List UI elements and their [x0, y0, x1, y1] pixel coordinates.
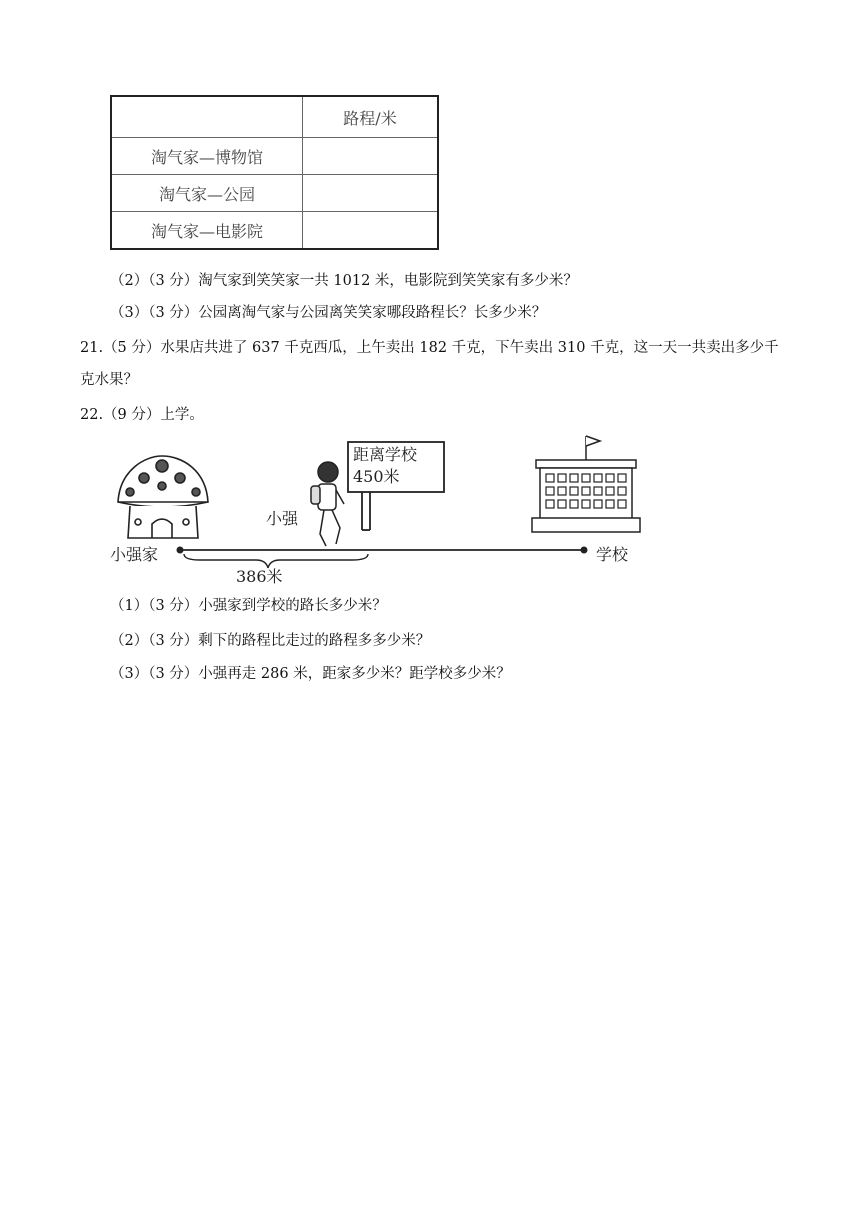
- school-window: [606, 474, 614, 482]
- school-window: [606, 487, 614, 495]
- school-building-icon: [532, 436, 640, 532]
- route-cell: 淘气家—博物馆: [111, 138, 303, 175]
- school-window: [606, 500, 614, 508]
- person-label: 小强: [266, 509, 299, 528]
- distance-table: [110, 95, 439, 250]
- school-window: [558, 487, 566, 495]
- table-row: [111, 138, 438, 175]
- q22-part3: （3）（3 分）小强再走 286 米，距家多少米？距学校多少米？: [110, 666, 511, 682]
- school-window: [570, 474, 578, 482]
- table-header-distance: 路程/米: [303, 96, 439, 138]
- distance-answer-cell[interactable]: [303, 212, 439, 250]
- school-window: [594, 500, 602, 508]
- school-window: [618, 500, 626, 508]
- table-header-blank: [111, 96, 303, 138]
- q22-part2: （2）（3 分）剩下的路程比走过的路程多多少米？: [110, 633, 431, 649]
- q20-part3: （3）（3 分）公园离淘气家与公园离笑笑家哪段路程长？长多少米？: [110, 305, 547, 321]
- route-cell: 淘气家—电影院: [111, 212, 303, 250]
- distance-answer-cell[interactable]: [303, 138, 439, 175]
- school-window: [546, 474, 554, 482]
- table-row: [111, 212, 438, 250]
- school-window: [558, 474, 566, 482]
- school-window: [582, 500, 590, 508]
- home-label: 小强家: [110, 545, 159, 564]
- school-point: [581, 547, 588, 554]
- mushroom-house-icon: [118, 456, 208, 538]
- school-label: 学校: [596, 545, 629, 564]
- sign-line1: 距离学校: [353, 445, 418, 464]
- distance-answer-cell[interactable]: [303, 175, 439, 212]
- q21-line1: 21.（5 分）水果店共进了 637 千克西瓜，上午卖出 182 千克，下午卖出 310 千克，这一天一共卖出多少千: [80, 340, 779, 356]
- table-header-row: [111, 96, 438, 138]
- sign-line2: 450米: [353, 467, 400, 486]
- q22-title: 22.（9 分）上学。: [80, 407, 204, 423]
- school-window: [594, 487, 602, 495]
- school-window: [570, 500, 578, 508]
- school-window: [558, 500, 566, 508]
- school-window: [570, 487, 578, 495]
- home-point: [177, 547, 184, 554]
- sign-text: [353, 444, 417, 488]
- school-window: [582, 474, 590, 482]
- school-window: [618, 487, 626, 495]
- school-windows: [546, 474, 626, 508]
- q21-line2: 克水果？: [80, 372, 138, 388]
- table-row: [111, 175, 438, 212]
- route-cell: 淘气家—公园: [111, 175, 303, 212]
- school-window: [546, 487, 554, 495]
- boy-walking-icon: [311, 462, 344, 546]
- school-window: [582, 487, 590, 495]
- q20-part2: （2）（3 分）淘气家到笑笑家一共 1012 米，电影院到笑笑家有多少米？: [110, 273, 578, 289]
- walked-distance-label: 386米: [236, 567, 283, 586]
- school-window: [546, 500, 554, 508]
- school-route-figure: [100, 430, 660, 590]
- q22-part1: （1）（3 分）小强家到学校的路长多少米？: [110, 598, 387, 614]
- school-window: [618, 474, 626, 482]
- school-window: [594, 474, 602, 482]
